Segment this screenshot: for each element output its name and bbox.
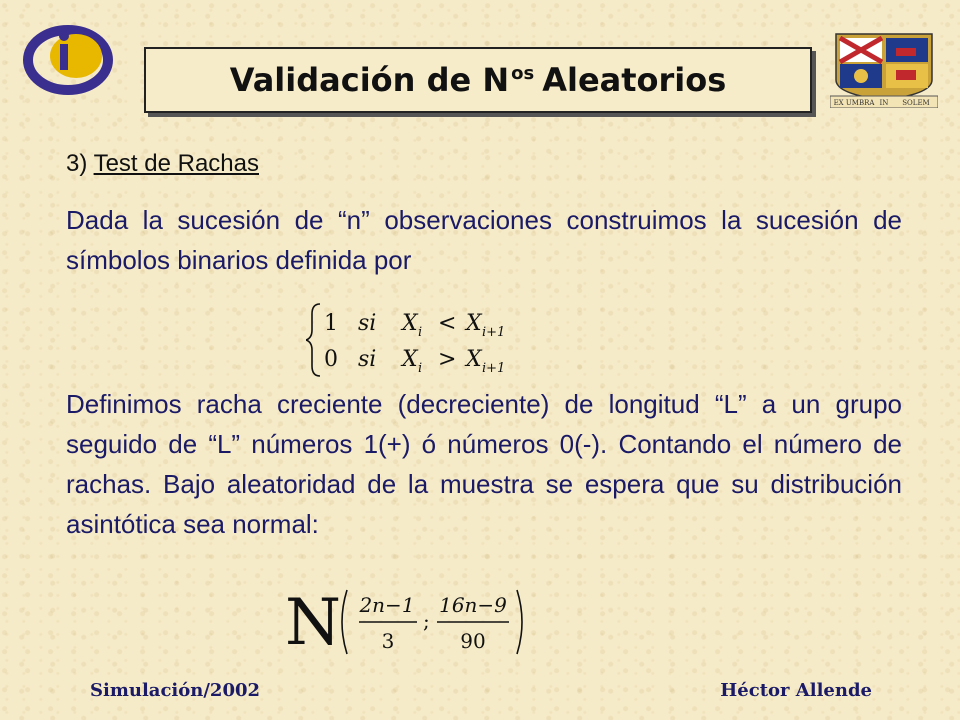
section-title: Test de Rachas <box>93 150 259 177</box>
case2-cond: si <box>358 347 377 372</box>
case2-lhs-sub: i <box>418 361 423 376</box>
crest-motto-mid: IN <box>879 99 889 107</box>
case2-lhs: X <box>402 347 418 372</box>
crest-motto-left: EX UMBRA <box>833 99 875 107</box>
footer-course: Simulación/2002 <box>90 680 261 701</box>
slide-title <box>144 47 812 113</box>
university-crest <box>830 30 938 108</box>
binary-sequence-formula <box>306 300 536 380</box>
mean-numerator: 2n−1 <box>359 593 415 617</box>
case1-lhs: X <box>402 311 418 336</box>
institution-logo <box>20 18 120 98</box>
normal-distribution-formula <box>285 582 535 662</box>
mean-denominator: 3 <box>381 629 395 653</box>
variance-numerator: 16n−9 <box>439 593 507 617</box>
case1-lhs-sub: i <box>418 325 423 340</box>
title-superscript: os <box>511 63 535 84</box>
variance-denominator: 90 <box>460 629 486 653</box>
title-main: Validación de N <box>229 61 510 99</box>
case1-rhs-sub: i+1 <box>482 325 506 340</box>
case1-op: < <box>438 311 457 336</box>
separator: ; <box>423 609 430 633</box>
title-end: Aleatorios <box>542 61 727 99</box>
crest-motto-right: SOLEM <box>902 99 930 107</box>
footer-author: Héctor Allende <box>720 680 872 701</box>
paragraph-intro: Dada la sucesión de “n” observaciones construimos la sucesión de símbolos binarios definida por <box>66 205 902 275</box>
section-heading <box>66 150 259 178</box>
case1-value: 1 <box>324 311 338 336</box>
case2-rhs-sub: i+1 <box>482 361 506 376</box>
normal-symbol: N <box>285 586 341 660</box>
case2-value: 0 <box>324 347 338 372</box>
paragraph-definition: Definimos racha creciente (decreciente) de longitud “L” a un grupo seguido de “L” números 1(+) ó números 0(-). Contando el número de rachas. Bajo aleatoridad de la muestra se espera que su distribución asintótica sea normal: <box>66 389 902 539</box>
case1-cond: si <box>358 311 377 336</box>
case2-rhs: X <box>466 347 482 372</box>
case1-rhs: X <box>466 311 482 336</box>
section-number: 3) <box>66 150 88 177</box>
case2-op: > <box>438 347 457 372</box>
